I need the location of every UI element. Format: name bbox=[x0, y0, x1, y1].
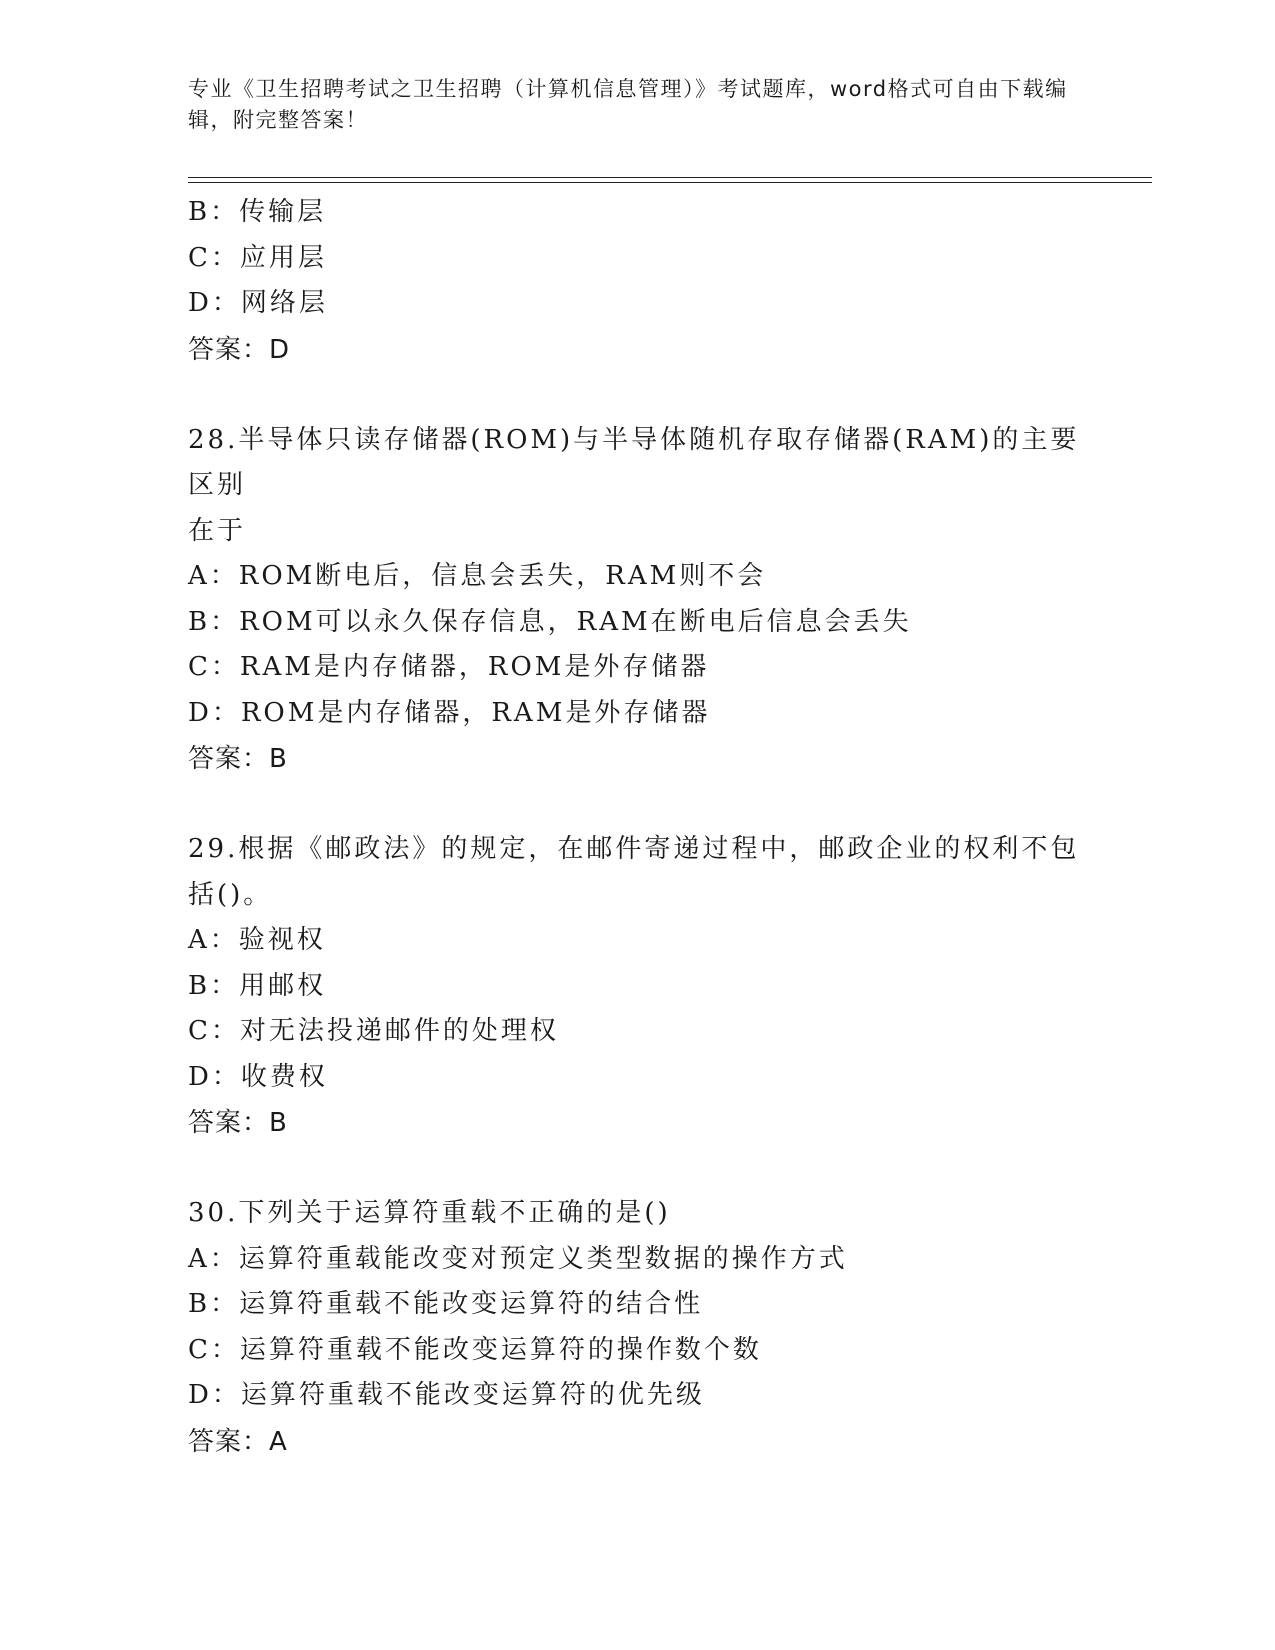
question-30 bbox=[188, 1191, 1088, 1465]
option-d: D：ROM是内存储器，RAM是外存储器 bbox=[188, 697, 711, 728]
question-text-continued: 括()。 bbox=[188, 879, 273, 910]
option-b: B：传输层 bbox=[188, 197, 327, 227]
question-text-continued: 在于 bbox=[188, 515, 247, 546]
option-d: D：运算符重载不能改变运算符的优先级 bbox=[188, 1380, 705, 1410]
option-d: D：网络层 bbox=[188, 288, 328, 318]
option-c: C：对无法投递邮件的处理权 bbox=[188, 1016, 559, 1046]
option-c: C：应用层 bbox=[188, 242, 327, 273]
option-b: B：用邮权 bbox=[188, 970, 327, 1001]
option-b: B：ROM可以永久保存信息，RAM在断电后信息会丢失 bbox=[188, 606, 912, 637]
question-27-tail bbox=[188, 190, 1088, 373]
answer-line: 答案：B bbox=[188, 1108, 288, 1138]
question-text: 29.根据《邮政法》的规定，在邮件寄递过程中，邮政企业的权利不包 bbox=[188, 834, 1080, 864]
question-text: 30.下列关于运算符重载不正确的是() bbox=[188, 1198, 671, 1228]
answer-line: 答案：B bbox=[188, 744, 288, 774]
option-c: C：运算符重载不能改变运算符的操作数个数 bbox=[188, 1334, 762, 1365]
answer-line: 答案：A bbox=[188, 1426, 288, 1457]
header-divider-bottom bbox=[188, 182, 1152, 183]
header-divider-top bbox=[188, 177, 1152, 178]
question-29 bbox=[188, 827, 1088, 1146]
option-c: C：RAM是内存储器，ROM是外存储器 bbox=[188, 652, 710, 682]
question-text: 28.半导体只读存储器(ROM)与半导体随机存取存储器(RAM)的主要区别 bbox=[188, 424, 1080, 500]
option-a: A：运算符重载能改变对预定义类型数据的操作方式 bbox=[188, 1243, 848, 1274]
option-d: D：收费权 bbox=[188, 1061, 328, 1092]
answer-line: 答案：D bbox=[188, 334, 291, 365]
exam-content bbox=[188, 190, 1088, 1465]
option-b: B：运算符重载不能改变运算符的结合性 bbox=[188, 1289, 704, 1319]
option-a: A：验视权 bbox=[188, 925, 326, 955]
question-28 bbox=[188, 418, 1088, 783]
document-header: 专业《卫生招聘考试之卫生招聘（计算机信息管理）》考试题库，word格式可自由下载编辑，附完整答案！ bbox=[188, 77, 1068, 132]
option-a: A：ROM断电后，信息会丢失，RAM则不会 bbox=[188, 561, 767, 591]
